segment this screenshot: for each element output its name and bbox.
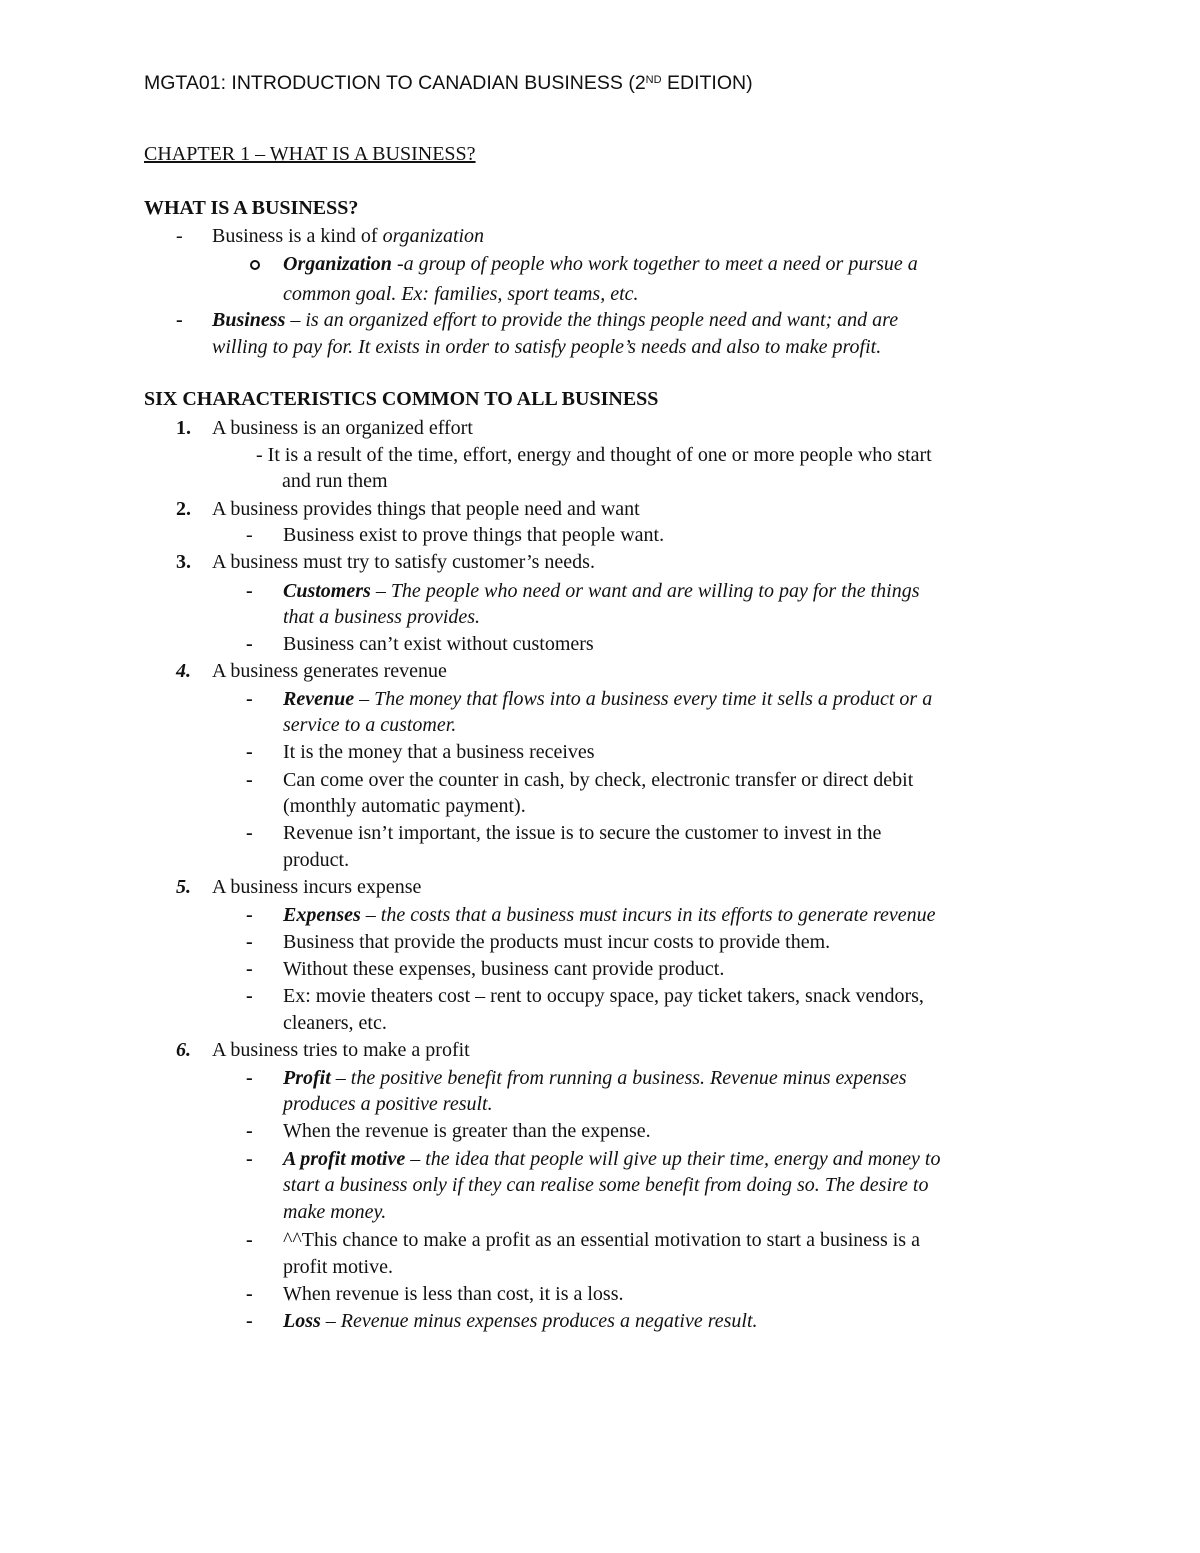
list-item: A business is an organized effort	[212, 417, 473, 439]
sub-item: Business exist to prove things that people want.	[283, 524, 665, 546]
dash-bullet: -	[246, 931, 253, 953]
dash-bullet: -	[246, 822, 253, 844]
sub-item: ^^This chance to make a profit as an essential motivation to start a business is a	[283, 1229, 920, 1251]
section-heading-what-is-business: WHAT IS A BUSINESS?	[144, 197, 359, 219]
list-number: 2.	[176, 498, 191, 520]
dash-bullet: -	[246, 633, 253, 655]
definition-organization: Organization -a group of people who work together to meet a need or pursue a	[283, 253, 918, 275]
sub-item: Ex: movie theaters cost – rent to occupy space, pay ticket takers, snack vendors,	[283, 985, 924, 1007]
list-item: A business incurs expense	[212, 876, 422, 898]
sub-item-continuation: (monthly automatic payment).	[283, 795, 526, 817]
dash-bullet: -	[176, 309, 183, 331]
definition-continuation: service to a customer.	[283, 714, 457, 736]
list-number: 1.	[176, 417, 191, 439]
dash-bullet: -	[246, 769, 253, 791]
dash-bullet: -	[246, 741, 253, 763]
sub-item-continuation: and run them	[282, 470, 388, 492]
definition-customers: Customers – The people who need or want and are willing to pay for the things	[283, 580, 920, 602]
sub-item: Business that provide the products must incur costs to provide them.	[283, 931, 831, 953]
definition-profit-motive: A profit motive – the idea that people will give up their time, energy and money to	[283, 1148, 941, 1170]
dash-bullet: -	[246, 1120, 253, 1142]
definition-continuation: willing to pay for. It exists in order to satisfy people’s needs and also to make profit.	[212, 336, 882, 358]
sub-item: It is the money that a business receives	[283, 741, 595, 763]
list-item: A business provides things that people need and want	[212, 498, 640, 520]
definition-continuation: produces a positive result.	[283, 1093, 493, 1115]
list-number: 4.	[176, 660, 191, 682]
sub-item: Can come over the counter in cash, by check, electronic transfer or direct debit	[283, 769, 914, 791]
sub-item: - It is a result of the time, effort, energy and thought of one or more people who start	[256, 444, 932, 466]
dash-bullet: -	[246, 1229, 253, 1251]
definition-continuation: that a business provides.	[283, 606, 481, 628]
list-item: A business tries to make a profit	[212, 1039, 470, 1061]
definition-continuation: start a business only if they can realise some benefit from doing so. The desire to	[283, 1174, 929, 1196]
definition-continuation: common goal. Ex: families, sport teams, etc.	[283, 283, 639, 305]
dash-bullet: -	[246, 904, 253, 926]
definition-loss: Loss – Revenue minus expenses produces a negative result.	[283, 1310, 758, 1332]
section-heading-six-characteristics: SIX CHARACTERISTICS COMMON TO ALL BUSINESS	[144, 388, 659, 410]
sub-item-continuation: profit motive.	[283, 1256, 393, 1278]
list-number: 6.	[176, 1039, 191, 1061]
list-item: A business generates revenue	[212, 660, 447, 682]
definition-profit: Profit – the positive benefit from running a business. Revenue minus expenses	[283, 1067, 907, 1089]
dash-bullet: -	[246, 688, 253, 710]
sub-item: Revenue isn’t important, the issue is to secure the customer to invest in the	[283, 822, 882, 844]
dash-bullet: -	[176, 225, 183, 247]
dash-bullet: -	[246, 1283, 253, 1305]
definition-revenue: Revenue – The money that flows into a business every time it sells a product or a	[283, 688, 933, 710]
circle-bullet-icon	[250, 260, 260, 270]
sub-item: When the revenue is greater than the expense.	[283, 1120, 651, 1142]
chapter-heading: CHAPTER 1 – WHAT IS A BUSINESS?	[144, 143, 476, 165]
sub-item: Without these expenses, business cant provide product.	[283, 958, 725, 980]
dash-bullet: -	[246, 958, 253, 980]
dash-bullet: -	[246, 985, 253, 1007]
dash-bullet: -	[246, 1148, 253, 1170]
definition-business: Business – is an organized effort to provide the things people need and want; and are	[212, 309, 899, 331]
dash-bullet: -	[246, 1310, 253, 1332]
document-title: MGTA01: INTRODUCTION TO CANADIAN BUSINESS (2ND EDITION)	[144, 72, 753, 94]
sub-item: Business can’t exist without customers	[283, 633, 594, 655]
definition-continuation: make money.	[283, 1201, 387, 1223]
list-number: 3.	[176, 551, 191, 573]
definition-expenses: Expenses – the costs that a business must incurs in its efforts to generate revenue	[283, 904, 936, 926]
list-item: A business must try to satisfy customer’s needs.	[212, 551, 595, 573]
sub-item-continuation: cleaners, etc.	[283, 1012, 387, 1034]
list-number: 5.	[176, 876, 191, 898]
sub-item: When revenue is less than cost, it is a loss.	[283, 1283, 624, 1305]
dash-bullet: -	[246, 524, 253, 546]
dash-bullet: -	[246, 580, 253, 602]
sub-item-continuation: product.	[283, 849, 350, 871]
dash-bullet: -	[246, 1067, 253, 1089]
list-item: Business is a kind of organization	[212, 225, 485, 247]
